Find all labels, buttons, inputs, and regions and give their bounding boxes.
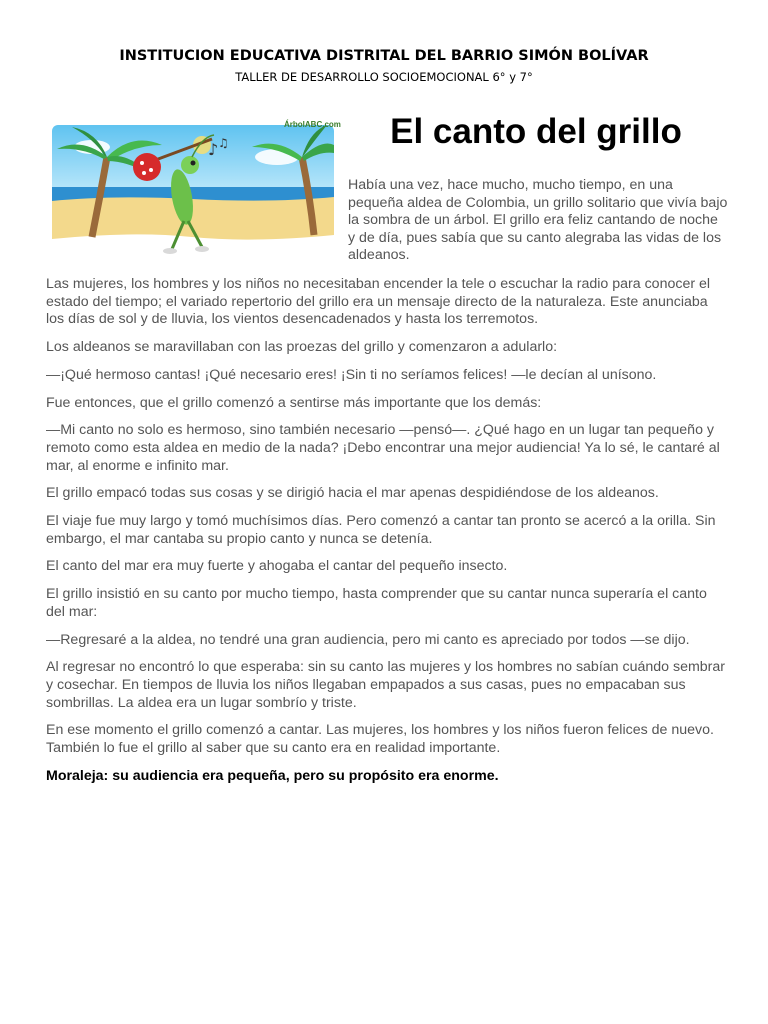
- story-paragraph: En ese momento el grillo comenzó a cantar. Las mujeres, los hombres y los niños fueron felices de nuevo. También lo fue el grillo al saber que su canto era en realidad importante.: [46, 722, 714, 757]
- moral-statement: Moraleja: su audiencia era pequeña, pero su propósito era enorme.: [46, 767, 499, 784]
- story-paragraph: Al regresar no encontró lo que esperaba: sin su canto las mujeres y los hombres no sabían cuándo sembrar y cosechar. En tiempos de lluvia los niños llegaban empapados a sus casas, pues no empacaban sus sombrillas. La aldea era un lugar sombrío y triste.: [46, 659, 726, 711]
- story-paragraph: —Mi canto no solo es hermoso, sino también necesario —pensó—. ¿Qué hago en un lugar tan pequeño y remoto como esta aldea en medio de la nada? ¡Debo encontrar una mejor audiencia! Ya lo sé, le cantaré al mar, al enorme e infinito mar.: [46, 422, 720, 474]
- story-paragraph: Las mujeres, los hombres y los niños no necesitaban encender la tele o escuchar la radio para conocer el estado del tiempo; el variado repertorio del grillo era un mensaje directo de la naturaleza. Este anunciaba los días de sol y de lluvia, los vientos desencadenados y hasta los terremotos.: [46, 276, 711, 328]
- story-paragraph: Fue entonces, que el grillo comenzó a sentirse más importante que los demás:: [46, 394, 542, 411]
- story-paragraph: El canto del mar era muy fuerte y ahogaba el cantar del pequeño insecto.: [46, 558, 508, 575]
- story-paragraph: El grillo insistió en su canto por mucho tiempo, hasta comprender que su cantar nunca superaría el canto del mar:: [46, 586, 707, 620]
- story-paragraph: —¡Qué hermoso cantas! ¡Qué necesario eres! ¡Sin ti no seríamos felices! —le decían al unísono.: [46, 366, 657, 383]
- story-paragraph: —Regresaré a la aldea, no tendré una gran audiencia, pero mi canto es apreciado por todos —se dijo.: [46, 631, 690, 648]
- story-paragraph: El grillo empacó todas sus cosas y se dirigió hacia el mar apenas despidiéndose de los aldeanos.: [46, 485, 659, 502]
- story-body: [46, 276, 726, 795]
- story-illustration: [52, 117, 341, 265]
- story-paragraph: El viaje fue muy largo y tomó muchísimos días. Pero comenzó a cantar tan pronto se acercó a la orilla. Sin embargo, el mar cantaba su propio canto y nunca se detenía.: [46, 513, 716, 547]
- story-title: El canto del grillo: [390, 112, 682, 151]
- workshop-subtitle: TALLER DE DESARROLLO SOCIOEMOCIONAL 6° y 7°: [235, 70, 533, 84]
- svg-text:♪: ♪: [208, 140, 219, 159]
- story-paragraph: Los aldeanos se maravillaban con las proezas del grillo y comenzaron a adularlo:: [46, 339, 558, 356]
- svg-text:♫: ♫: [218, 136, 229, 150]
- intro-paragraph: Había una vez, hace mucho, mucho tiempo, en una pequeña aldea de Colombia, un grillo solitario que vivía bajo la sombra de un árbol. El grillo era feliz cantando de noche y de día, pues sabía que su canto alegraba las vidas de los aldeanos.: [348, 177, 728, 263]
- arbol-abc-logo: ÁrbolABC.com: [284, 120, 341, 129]
- school-name: INSTITUCION EDUCATIVA DISTRITAL DEL BARRIO SIMÓN BOLÍVAR: [119, 48, 649, 64]
